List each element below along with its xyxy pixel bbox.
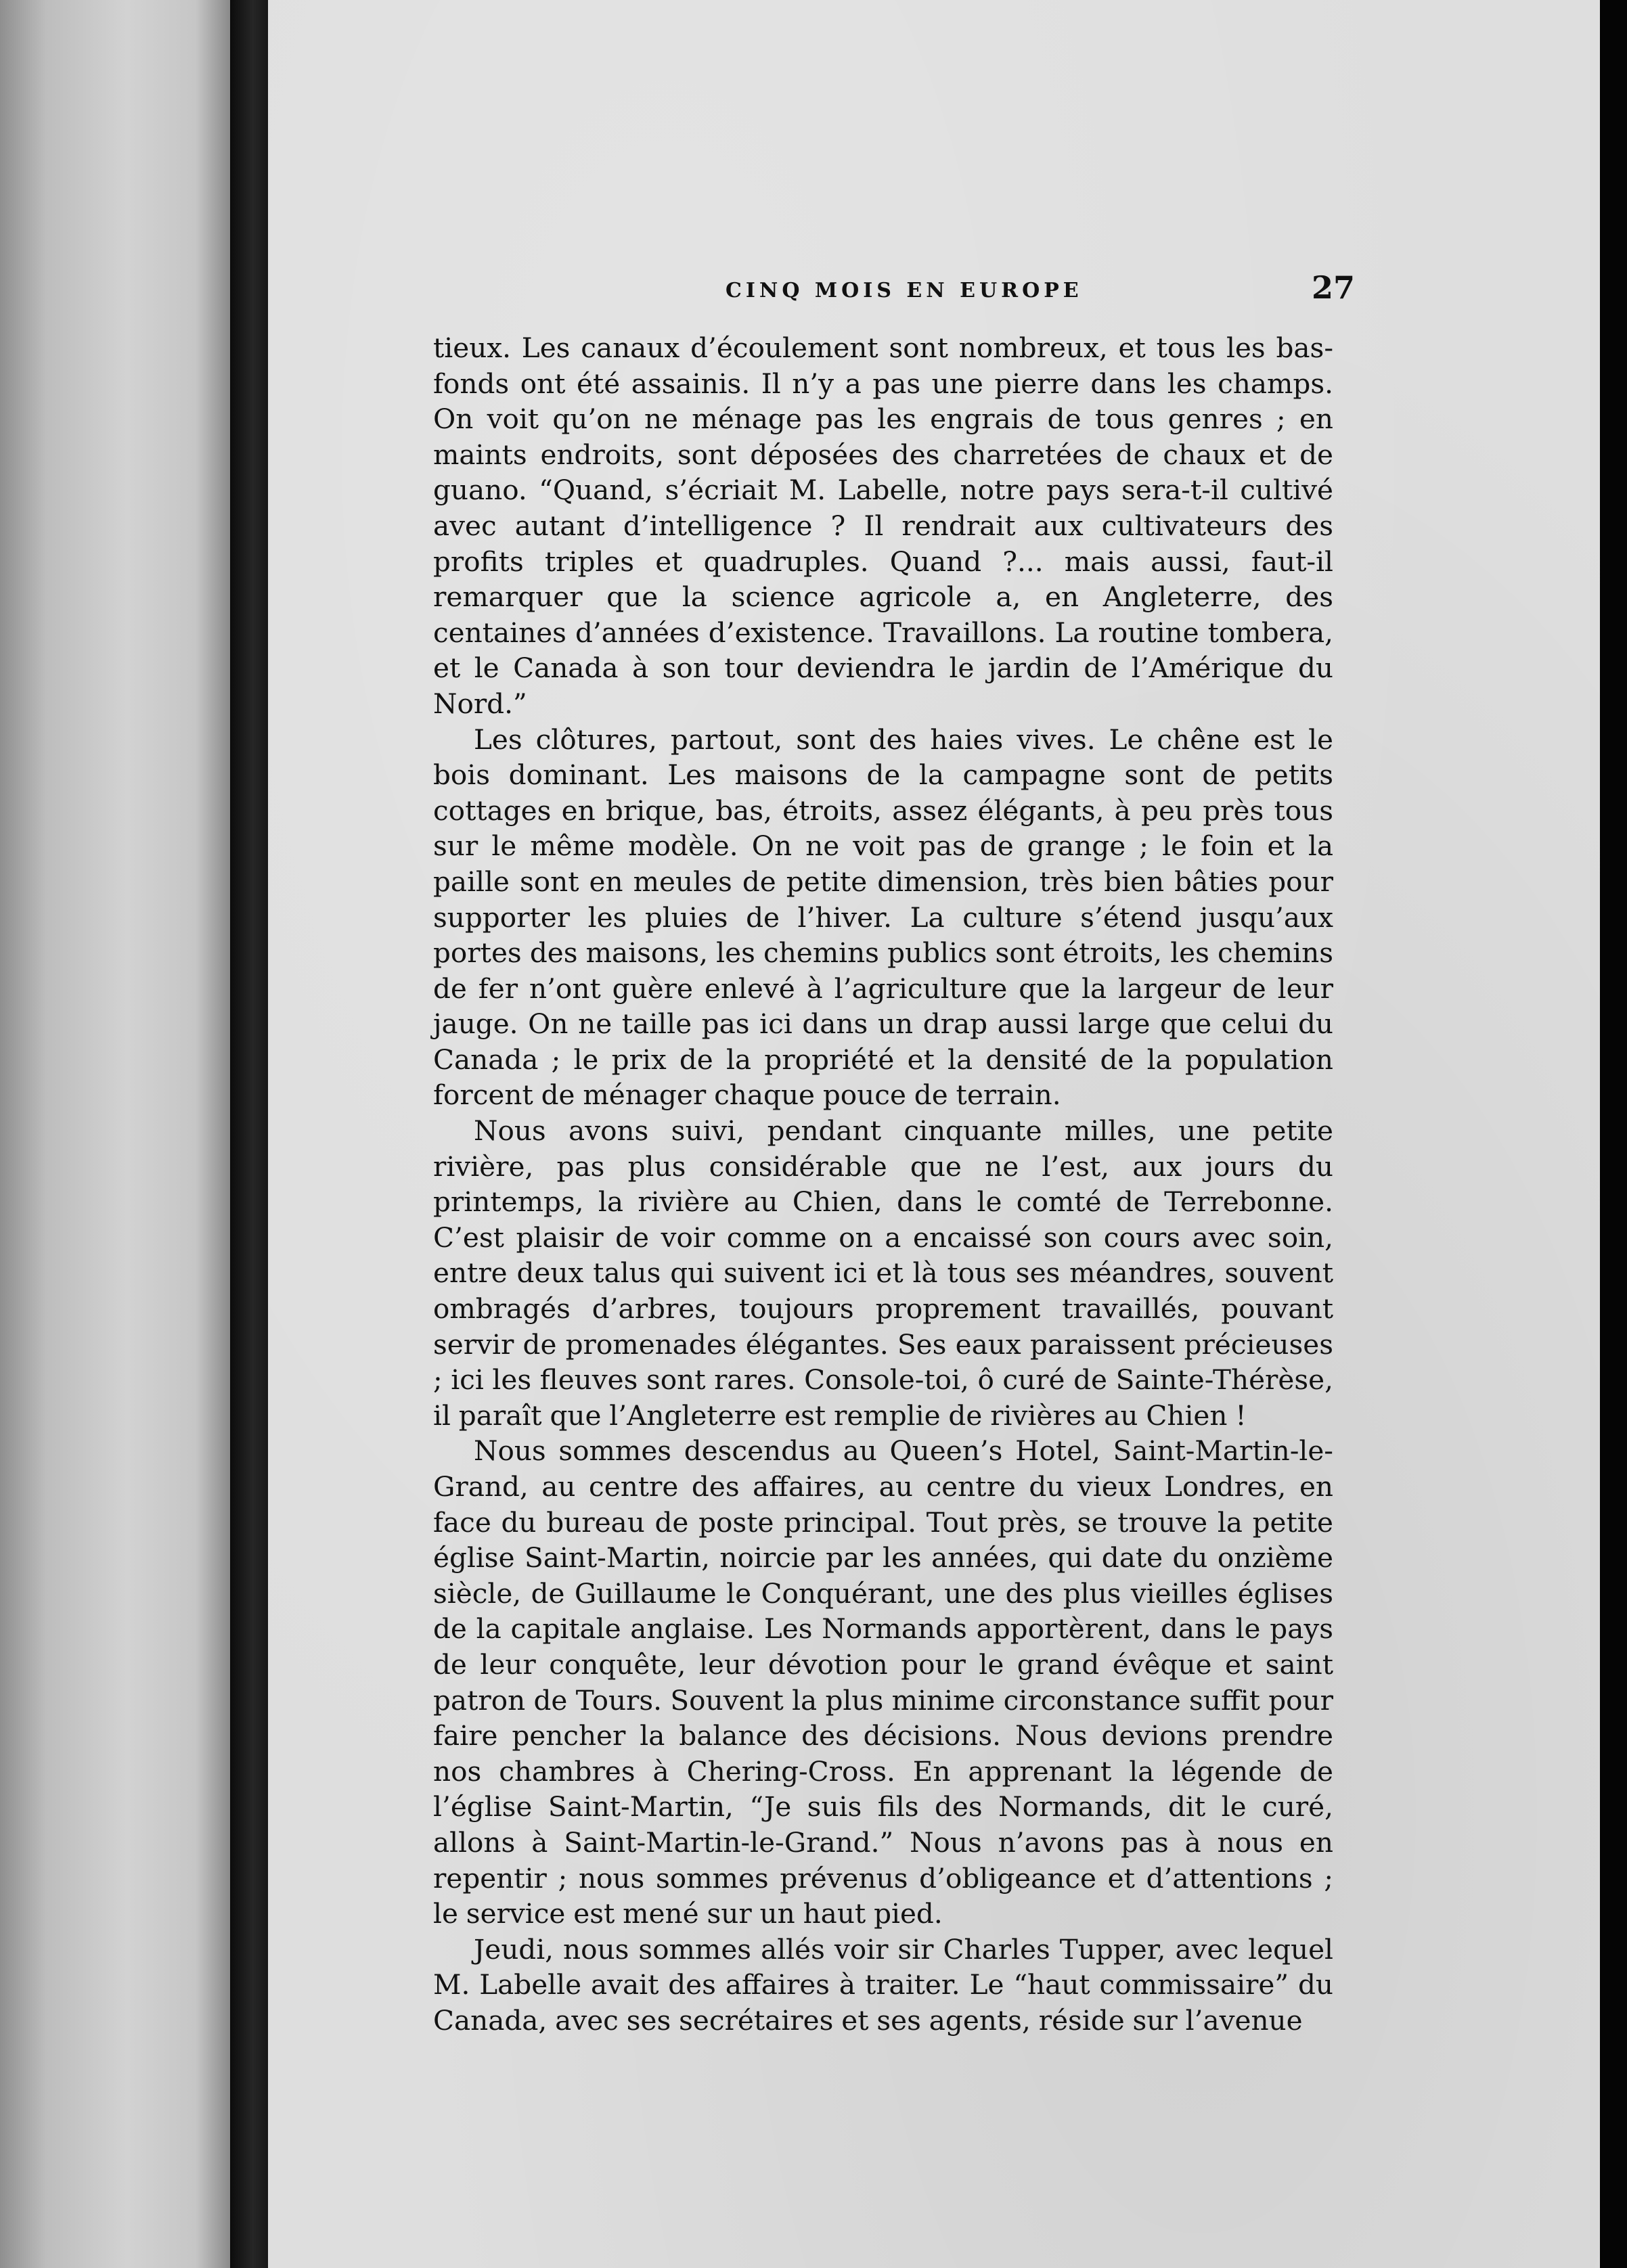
running-head: CINQ MOIS EN EUROPE [726,279,1083,302]
page-number: 27 [1312,269,1356,306]
paragraph-4: Nous sommes descendus au Queen’s Hotel, Saint-Martin-le-Grand, au centre des affaires, au centre du vieux Londres, en face du bureau de poste principal. Tout près, se trouve la petite église Saint-Martin, noircie par les années, qui date du onzième siècle, de Guillaume le Conquérant, une des plus vieilles églises de la capitale anglaise. Les Normands apportèrent, dans le pays de leur conquête, leur dévotion pour le grand évêque et saint patron de Tours. Souvent la plus minime circonstance suffit pour faire pencher la balance des décisions. Nous devions prendre nos chambres à Chering-Cross. En apprenant la légende de l’église Saint-Martin, “Je suis fils des Normands, dit le curé, allons à Saint-Martin-le-Grand.” Nous n’avons pas à nous en repentir ; nous sommes prévenus d’obligeance et d’attentions ; le service est mené sur un haut pied. [433,1434,1333,1930]
paragraph-1: tieux. Les canaux d’écoulement sont nombreux, et tous les bas-fonds ont été assainis. Il n’y a pas une pierre dans les champs. On voit qu’on ne ménage pas les engrais de tous genres ; en maints endroits, sont déposées des charretées de chaux et de guano. “Quand, s’écriait M. Labelle, notre pays sera-t-il cultivé avec autant d’intelligence ? Il rendrait aux cultivateurs des profits triples et quadruples. Quand ?... mais aussi, faut-il remarquer que la science agricole a, en Angleterre, des centaines d’années d’existence. Travaillons. La routine tombera, et le Canada à son tour deviendra le jardin de l’Amérique du Nord.” [433,332,1333,720]
paragraph-3: Nous avons suivi, pendant cinquante milles, une petite rivière, pas plus considérable que ne l’est, aux jours du printemps, la rivière au Chien, dans le comté de Terrebonne. C’est plaisir de voir comme on a encaissé son cours avec soin, entre deux talus qui suivent ici et là tous ses méandres, souvent ombragés d’arbres, toujours proprement travaillés, pouvant servir de promenades élégantes. Ses eaux paraissent précieuses ; ici les fleuves sont rares. Console-toi, ô curé de Sainte-Thérèse, il paraît que l’Angleterre est remplie de rivières au Chien ! [433,1114,1333,1432]
book-gutter-shadow [230,0,268,2268]
body-text [433,330,1333,2039]
paragraph-5: Jeudi, nous sommes allés voir sir Charles Tupper, avec lequel M. Labelle avait des affaires à traiter. Le “haut commissaire” du Canada, avec ses secrétaires et ses agents, réside sur l’avenue [433,1932,1333,2037]
page-right-border [1600,0,1627,2268]
paragraph-2: Les clôtures, partout, sont des haies vives. Le chêne est le bois dominant. Les maisons de la campagne sont de petits cottages en brique, bas, étroits, assez élégants, à peu près tous sur le même modèle. On ne voit pas de grange ; le foin et la paille sont en meules de petite dimension, très bien bâties pour supporter les pluies de l’hiver. La culture s’étend jusqu’aux portes des maisons, les chemins publics sont étroits, les chemins de fer n’ont guère enlevé à l’agriculture que la largeur de leur jauge. On ne taille pas ici dans un drap aussi large que celui du Canada ; le prix de la propriété et la densité de la population forcent de ménager chaque pouce de terrain. [433,723,1333,1112]
facing-page-edge [0,0,230,2268]
